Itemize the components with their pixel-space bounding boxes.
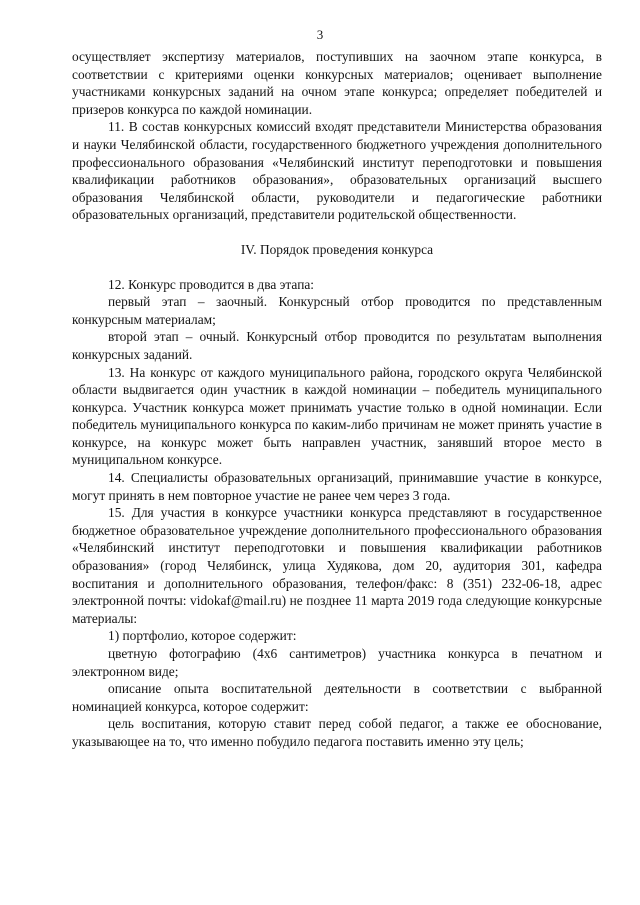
section-heading: IV. Порядок проведения конкурса — [240, 241, 434, 257]
paragraph: второй этап – очный. Конкурсный отбор проводится по результатам выполнения конкурсных заданий. — [72, 329, 602, 362]
page-number: 3 — [316, 27, 324, 42]
paragraph: 13. На конкурс от каждого муниципального района, городского округа Челябинской области выдвигается один участник в каждой номинации – победитель муниципального конкурса. Участник конкурса может принимать участие только в одной номинации. Если победитель муниципального конкурса по каким-либо причинам не может принять участие в конкурсе, на конкурс может быть направлен участник, занявший второе место в муниципальном конкурсе. — [72, 364, 602, 468]
paragraph: 15. Для участия в конкурсе участники конкурса представляют в государственное бюджетное образовательное учреждение дополнительного профессионального образования «Челябинский институт переподготовки и повышения квалификации работников образования» (город Челябинск, улица Худякова, дом 20, аудитория 301, кафедра воспитания и дополнительного образования, телефон/факс: 8 (351) 232-06-18, адрес электронной почты: vidokaf@mail.ru) не позднее 11 марта 2019 года следующие конкурсные материалы: — [72, 505, 602, 626]
paragraph: описание опыта воспитательной деятельности в соответствии с выбранной номинацией конкурса, которое содержит: — [72, 681, 602, 714]
paragraph: 1) портфолио, которое содержит: — [108, 628, 297, 644]
paragraph: 12. Конкурс проводится в два этапа: — [108, 276, 315, 292]
paragraph: цветную фотографию (4x6 сантиметров) участника конкурса в печатном и электронном виде; — [72, 646, 602, 679]
paragraph: 14. Специалисты образовательных организаций, принимавшие участие в конкурсе, могут принять в нем повторное участие не ранее чем через 3 года. — [72, 470, 602, 503]
paragraph: цель воспитания, которую ставит перед собой педагог, а также ее обоснование, указывающее на то, что именно побудило педагога поставить именно эту цель; — [72, 716, 602, 749]
document-body — [72, 48, 602, 751]
paragraph: осуществляет экспертизу материалов, поступивших на заочном этапе конкурса, в соответствии с критериями оценки конкурсных материалов; оценивает выполнение участниками конкурсных заданий на очном этапе конкурса; определяет победителей и призеров конкурса по каждой номинации. — [72, 49, 602, 117]
paragraph: первый этап – заочный. Конкурсный отбор проводится по представленным конкурсным материалам; — [72, 294, 602, 327]
paragraph: 11. В состав конкурсных комиссий входят представители Министерства образования и науки Челябинской области, государственного бюджетного учреждения дополнительного профессионального образования «Челябинский институт переподготовки и повышения квалификации работников образования», образовательных организаций высшего образования Челябинской области, руководители и педагогические работники образовательных организаций, представители родительской общественности. — [72, 119, 602, 223]
